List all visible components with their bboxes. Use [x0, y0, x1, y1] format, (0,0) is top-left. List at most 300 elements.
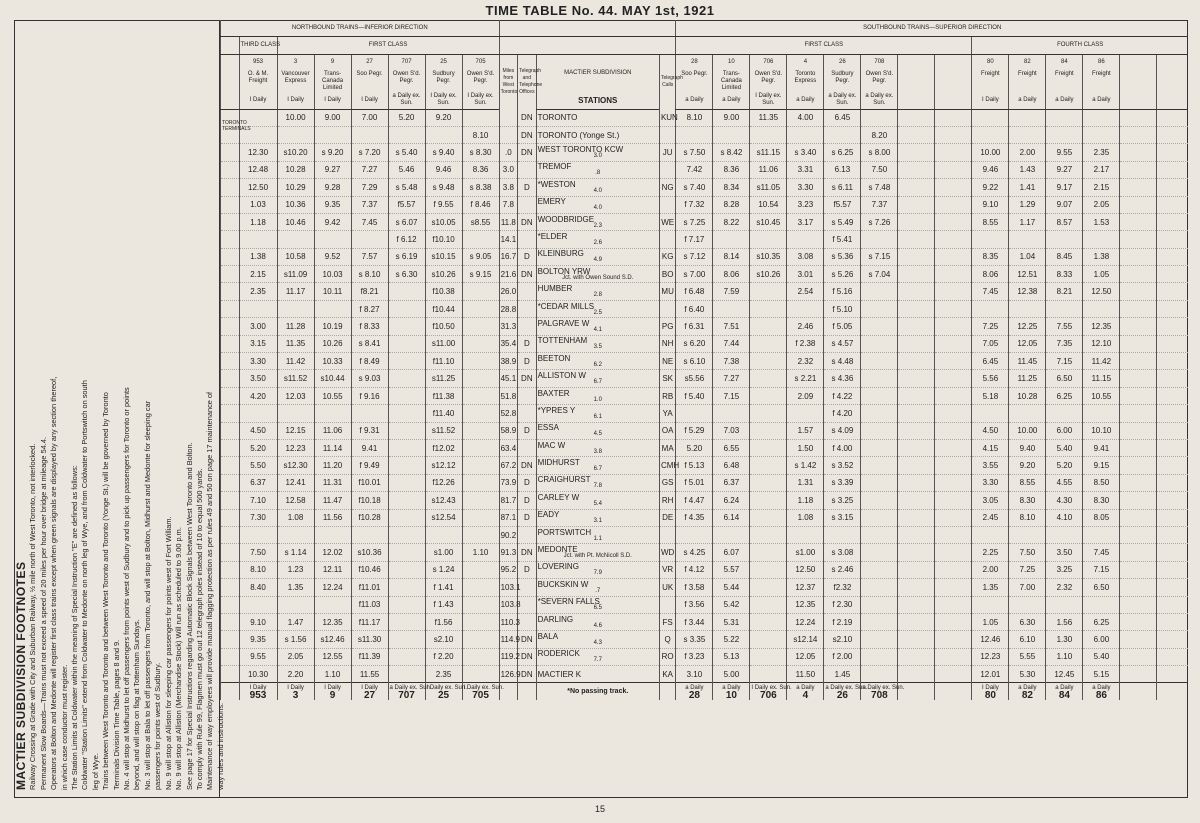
- miles-cell: 87.1: [499, 509, 518, 526]
- time-cell: [935, 457, 972, 474]
- station-name: BUCKSKIN W: [537, 579, 589, 589]
- station-cell: [536, 631, 659, 648]
- time-cell: 12.50: [1083, 283, 1120, 300]
- time-cell: 6.30: [1009, 613, 1046, 630]
- time-cell: s10.45: [750, 213, 787, 230]
- footer-train: [1083, 683, 1120, 700]
- time-cell: s 5.48: [388, 179, 425, 196]
- time-cell: 6.50: [1046, 370, 1083, 387]
- time-cell: [898, 300, 935, 317]
- blank: [221, 596, 240, 613]
- time-cell: 1.08: [787, 509, 824, 526]
- time-cell: [898, 318, 935, 335]
- station-row: [221, 248, 1189, 265]
- blank: [499, 37, 676, 54]
- time-cell: 1.45: [824, 666, 861, 683]
- time-cell: [750, 283, 787, 300]
- train-name: Sudbury Pegr.: [824, 71, 861, 92]
- time-cell: 6.48: [713, 457, 750, 474]
- time-cell: f12.02: [425, 439, 462, 456]
- station-cell: [536, 666, 659, 683]
- footer-train: [462, 683, 504, 701]
- footer-days: I Daily ex. Sun.: [426, 684, 467, 691]
- time-cell: s 3.52: [824, 457, 861, 474]
- time-cell: 7.00: [351, 109, 388, 126]
- time-cell: [1046, 300, 1083, 317]
- time-cell: 12.24: [314, 579, 351, 596]
- train-days: a Daily: [713, 92, 750, 109]
- time-cell: 1.41: [1009, 179, 1046, 196]
- station-cell: [536, 596, 659, 613]
- time-cell: [750, 387, 787, 404]
- station-name: DARLING: [537, 614, 574, 624]
- station-cell: [536, 196, 659, 213]
- time-cell: 10.11: [314, 283, 351, 300]
- time-cell: [1046, 405, 1083, 422]
- call-cell: KG: [659, 248, 675, 265]
- time-cell: [351, 526, 388, 543]
- time-cell: 8.10: [239, 561, 277, 578]
- telegraph-cell: DN: [518, 666, 537, 683]
- time-cell: s 7.50: [676, 144, 713, 161]
- blank: [221, 37, 240, 54]
- time-cell: 11.25: [1009, 370, 1046, 387]
- train-days: I Daily: [239, 92, 277, 109]
- footer-number: 82: [1021, 689, 1033, 701]
- time-cell: [935, 387, 972, 404]
- time-cell: f 4.22: [824, 387, 861, 404]
- time-cell: [1009, 231, 1046, 248]
- blank: [221, 509, 240, 526]
- call-cell: VR: [659, 561, 675, 578]
- call-cell: OA: [659, 422, 675, 439]
- time-cell: [898, 666, 935, 683]
- time-cell: [425, 126, 462, 143]
- train-days: a Daily ex. Sun.: [388, 92, 425, 109]
- time-cell: 11.35: [750, 109, 787, 126]
- time-cell: [787, 526, 824, 543]
- time-cell: 7.37: [861, 196, 898, 213]
- call-cell: RB: [659, 387, 675, 404]
- time-cell: 4.00: [787, 109, 824, 126]
- time-cell: f2.32: [824, 579, 861, 596]
- blank: [1120, 387, 1157, 404]
- time-cell: 11.20: [314, 457, 351, 474]
- call-cell: UK: [659, 579, 675, 596]
- time-cell: [972, 405, 1009, 422]
- time-cell: 1.30: [1046, 631, 1083, 648]
- call-cell: MU: [659, 283, 675, 300]
- station-cell: [536, 492, 659, 509]
- time-cell: s10.44: [314, 370, 351, 387]
- telegraph-cell: D: [518, 353, 537, 370]
- station-sub: 2.8: [593, 292, 602, 299]
- time-cell: 9.42: [314, 213, 351, 230]
- call-cell: [659, 161, 675, 178]
- station-cell: [536, 161, 659, 178]
- station-name: RODERICK: [537, 649, 580, 659]
- time-cell: 7.27: [713, 370, 750, 387]
- time-cell: f 9.55: [425, 196, 462, 213]
- time-cell: [898, 439, 935, 456]
- time-cell: 5.31: [713, 613, 750, 630]
- time-cell: 7.57: [351, 248, 388, 265]
- blank: [221, 283, 240, 300]
- station-row: [221, 231, 1189, 248]
- blank: [518, 683, 537, 700]
- time-cell: [277, 231, 314, 248]
- time-cell: 12.10: [1083, 335, 1120, 352]
- blank: [1157, 283, 1188, 300]
- train-number: [898, 54, 935, 71]
- time-cell: [861, 405, 898, 422]
- time-cell: 7.05: [972, 335, 1009, 352]
- time-cell: [750, 370, 787, 387]
- train-number: 25: [425, 54, 462, 71]
- time-cell: [388, 526, 425, 543]
- time-cell: 10.33: [314, 353, 351, 370]
- blank: [221, 666, 240, 683]
- time-cell: 7.25: [972, 318, 1009, 335]
- time-cell: 2.00: [972, 561, 1009, 578]
- call-cell: JU: [659, 144, 675, 161]
- blank: [1157, 231, 1188, 248]
- station-row: [221, 613, 1189, 630]
- time-cell: [277, 405, 314, 422]
- blank: [1120, 683, 1157, 700]
- time-cell: s 6.07: [388, 213, 425, 230]
- time-cell: 9.41: [1083, 439, 1120, 456]
- call-cell: SK: [659, 370, 675, 387]
- time-cell: 5.44: [713, 579, 750, 596]
- blank: [1157, 457, 1188, 474]
- blank: [1120, 92, 1157, 109]
- station-cell: [536, 509, 659, 526]
- time-cell: 1.18: [787, 492, 824, 509]
- time-cell: [462, 648, 499, 665]
- train-days: I Daily: [351, 92, 388, 109]
- footnote-line: Coldwater "Station Limits" extend from Coldwater to Medonte on north leg of Wye, and from Coldwater to Portswitch on south: [80, 380, 90, 790]
- train-days: a Daily ex. Sun.: [824, 92, 861, 109]
- blank: [1157, 683, 1188, 700]
- miles-cell: 31.3: [499, 318, 518, 335]
- blank: [1120, 492, 1157, 509]
- blank: [221, 213, 240, 230]
- time-cell: [861, 300, 898, 317]
- telegraph-cell: DN: [518, 109, 537, 126]
- train-number: 82: [1009, 54, 1046, 71]
- station-row: [221, 353, 1189, 370]
- time-cell: [972, 126, 1009, 143]
- time-cell: [898, 526, 935, 543]
- call-cell: [659, 196, 675, 213]
- blank: [1157, 144, 1188, 161]
- time-cell: [861, 613, 898, 630]
- blank: [221, 248, 240, 265]
- time-cell: s 1.14: [277, 544, 314, 561]
- fourth-class-header: FOURTH CLASS: [972, 37, 1188, 54]
- time-cell: 6.25: [1083, 613, 1120, 630]
- footnote-line: leg of Wye.: [90, 753, 100, 790]
- train-days: a Daily: [1046, 92, 1083, 109]
- time-cell: 12.05: [1009, 335, 1046, 352]
- time-cell: [1009, 596, 1046, 613]
- time-cell: 11.50: [787, 666, 824, 683]
- time-cell: [898, 596, 935, 613]
- time-cell: 7.27: [351, 161, 388, 178]
- time-cell: f 6.40: [676, 300, 713, 317]
- blank: [1157, 492, 1188, 509]
- time-cell: 5.15: [1083, 666, 1120, 683]
- time-cell: 12.50: [239, 179, 277, 196]
- time-cell: s11.15: [750, 144, 787, 161]
- train-number: [935, 54, 972, 71]
- time-cell: 9.28: [314, 179, 351, 196]
- time-cell: 10.55: [314, 387, 351, 404]
- time-cell: s 6.10: [676, 353, 713, 370]
- blank: [221, 161, 240, 178]
- station-name: TREMOF: [537, 162, 572, 172]
- time-cell: 2.25: [972, 544, 1009, 561]
- time-cell: [314, 526, 351, 543]
- time-cell: [1009, 405, 1046, 422]
- time-cell: [713, 526, 750, 543]
- station-cell: [536, 457, 659, 474]
- telegraph-cell: [518, 196, 537, 213]
- time-cell: [935, 648, 972, 665]
- time-cell: s 9.15: [462, 266, 499, 283]
- call-cell: [659, 126, 675, 143]
- footnotes-rotated: [14, 30, 225, 790]
- station-sub: 2.5: [593, 309, 602, 316]
- time-cell: [898, 387, 935, 404]
- miles-cell: 119.2: [499, 648, 518, 665]
- blank: [1157, 474, 1188, 491]
- call-cell: [659, 300, 675, 317]
- train-days: I Daily ex. Sun.: [425, 92, 462, 109]
- blank: [1120, 422, 1157, 439]
- time-cell: s 6.11: [824, 179, 861, 196]
- time-cell: 6.25: [1046, 387, 1083, 404]
- time-cell: [1083, 405, 1120, 422]
- blank: [221, 370, 240, 387]
- blank: [1157, 213, 1188, 230]
- time-cell: 3.01: [787, 266, 824, 283]
- station-sub: 2.6: [593, 239, 602, 246]
- blank: [1120, 318, 1157, 335]
- time-cell: [388, 544, 425, 561]
- miles-cell: 21.6: [499, 266, 518, 283]
- blank: [221, 300, 240, 317]
- call-cell: Q: [659, 631, 675, 648]
- time-cell: f 4.12: [676, 561, 713, 578]
- time-cell: [388, 631, 425, 648]
- footnote-line: Maintenance of way employees will provide manual flagging protection as per rules 49 and 50 on page 17 maintenance of: [205, 391, 215, 790]
- station-cell: [536, 648, 659, 665]
- miles-cell: 90.2: [499, 526, 518, 543]
- footnote-line: No. 9 will stop at Alliston for sleeping car passengers for points west of Fort William.: [163, 516, 173, 790]
- call-cell: MA: [659, 439, 675, 456]
- call-cell: WE: [659, 213, 675, 230]
- time-cell: [277, 596, 314, 613]
- time-cell: 6.00: [1083, 631, 1120, 648]
- miles-cell: 81.7: [499, 492, 518, 509]
- time-cell: 9.20: [425, 109, 462, 126]
- time-cell: [239, 526, 277, 543]
- time-cell: 11.28: [277, 318, 314, 335]
- call-cell: DE: [659, 509, 675, 526]
- time-cell: [1083, 300, 1120, 317]
- time-cell: [1083, 526, 1120, 543]
- time-cell: [462, 457, 499, 474]
- footer-days: I Daily: [287, 684, 304, 691]
- time-cell: [935, 613, 972, 630]
- time-cell: [898, 335, 935, 352]
- time-cell: [898, 213, 935, 230]
- call-cell: YA: [659, 405, 675, 422]
- time-cell: [935, 196, 972, 213]
- blank: [1120, 648, 1157, 665]
- time-cell: 1.10: [462, 544, 499, 561]
- time-cell: 10.00: [1009, 422, 1046, 439]
- time-cell: 1.05: [1083, 266, 1120, 283]
- time-cell: 1.03: [239, 196, 277, 213]
- time-cell: s 6.30: [388, 266, 425, 283]
- time-cell: [750, 439, 787, 456]
- blank: [1120, 405, 1157, 422]
- time-cell: f 5.16: [824, 283, 861, 300]
- blank: [1120, 335, 1157, 352]
- time-cell: 6.55: [713, 439, 750, 456]
- time-cell: s10.36: [351, 544, 388, 561]
- station-name: TORONTO: [537, 113, 578, 123]
- time-cell: s 5.40: [388, 144, 425, 161]
- blank: [1120, 283, 1157, 300]
- time-cell: [1046, 231, 1083, 248]
- time-cell: 11.35: [277, 335, 314, 352]
- time-cell: s 5.36: [824, 248, 861, 265]
- telegraph-cell: [518, 387, 537, 404]
- time-cell: 9.10: [972, 196, 1009, 213]
- train-name: Owen S'd. Pegr.: [462, 71, 499, 92]
- time-cell: [314, 596, 351, 613]
- station-sub: 6.7: [593, 466, 602, 473]
- station-name: MACTIER K: [537, 669, 582, 679]
- blank: [221, 492, 240, 509]
- train-days: I Daily ex. Sun.: [462, 92, 499, 109]
- station-sub: .7: [595, 587, 601, 594]
- time-cell: s 7.04: [861, 266, 898, 283]
- time-cell: [351, 126, 388, 143]
- blank: [221, 561, 240, 578]
- time-cell: f 1.41: [425, 579, 462, 596]
- time-cell: 12.23: [277, 439, 314, 456]
- time-cell: f 3.58: [676, 579, 713, 596]
- time-cell: s 2.21: [787, 370, 824, 387]
- time-cell: 12.38: [1009, 283, 1046, 300]
- time-cell: s 3.35: [676, 631, 713, 648]
- time-cell: 12.46: [972, 631, 1009, 648]
- footer-number: 27: [363, 689, 376, 701]
- time-cell: s 3.15: [824, 509, 861, 526]
- time-cell: 7.15: [1046, 353, 1083, 370]
- blank: [1157, 196, 1188, 213]
- footer-train: [824, 683, 868, 701]
- time-cell: [388, 439, 425, 456]
- time-cell: [676, 526, 713, 543]
- time-cell: [898, 544, 935, 561]
- footer-number: 86: [1095, 689, 1107, 701]
- station-row: [221, 335, 1189, 352]
- footer-days: a Daily: [796, 684, 815, 691]
- time-cell: f1.56: [425, 613, 462, 630]
- time-cell: 11.14: [314, 439, 351, 456]
- station-name: LOVERING: [537, 562, 579, 572]
- train-name: Owen S'd. Pegr.: [750, 71, 787, 92]
- blank: [1157, 179, 1188, 196]
- blank: [221, 318, 240, 335]
- time-cell: [935, 631, 972, 648]
- time-cell: f10.46: [351, 561, 388, 578]
- station-cell: [536, 544, 659, 561]
- time-cell: [462, 492, 499, 509]
- train-name: Sudbury Pegr.: [425, 71, 462, 92]
- time-cell: f 4.00: [824, 439, 861, 456]
- time-cell: 5.22: [713, 631, 750, 648]
- time-cell: [750, 405, 787, 422]
- time-cell: [861, 457, 898, 474]
- footer-train: [676, 683, 713, 700]
- call-cell: KUN: [659, 109, 675, 126]
- time-cell: s 9.05: [462, 248, 499, 265]
- station-name: TORONTO (Yonge St.): [537, 130, 620, 140]
- train-name: Freight: [1009, 71, 1046, 92]
- time-cell: [935, 439, 972, 456]
- blank: [1157, 509, 1188, 526]
- station-name: KLEINBURG: [537, 249, 584, 259]
- train-days: I Daily: [277, 92, 314, 109]
- time-cell: s 3.40: [787, 144, 824, 161]
- time-cell: [425, 526, 462, 543]
- time-cell: 1.50: [787, 439, 824, 456]
- station-sub: 1.0: [593, 396, 602, 403]
- time-cell: [750, 231, 787, 248]
- time-cell: [277, 526, 314, 543]
- station-row: [221, 161, 1189, 178]
- train-name: [898, 71, 935, 92]
- miles-cell: 103.1: [499, 579, 518, 596]
- time-cell: [935, 144, 972, 161]
- station-cell: [536, 613, 659, 630]
- time-cell: 12.03: [277, 387, 314, 404]
- time-cell: 8.22: [713, 213, 750, 230]
- time-cell: [750, 474, 787, 491]
- time-cell: 8.50: [1083, 474, 1120, 491]
- blank: [1157, 579, 1188, 596]
- blank: [1157, 126, 1188, 143]
- blank: [1120, 439, 1157, 456]
- call-cell: [659, 231, 675, 248]
- footer-number: 9: [329, 689, 336, 701]
- train-name: Owen S'd. Pegr.: [388, 71, 425, 92]
- time-cell: [388, 405, 425, 422]
- station-name: EMERY: [537, 197, 566, 207]
- time-cell: s11.00: [425, 335, 462, 352]
- blank: [221, 71, 240, 92]
- time-cell: 10.30: [239, 666, 277, 683]
- time-cell: 12.35: [1083, 318, 1120, 335]
- time-cell: s 8.30: [462, 144, 499, 161]
